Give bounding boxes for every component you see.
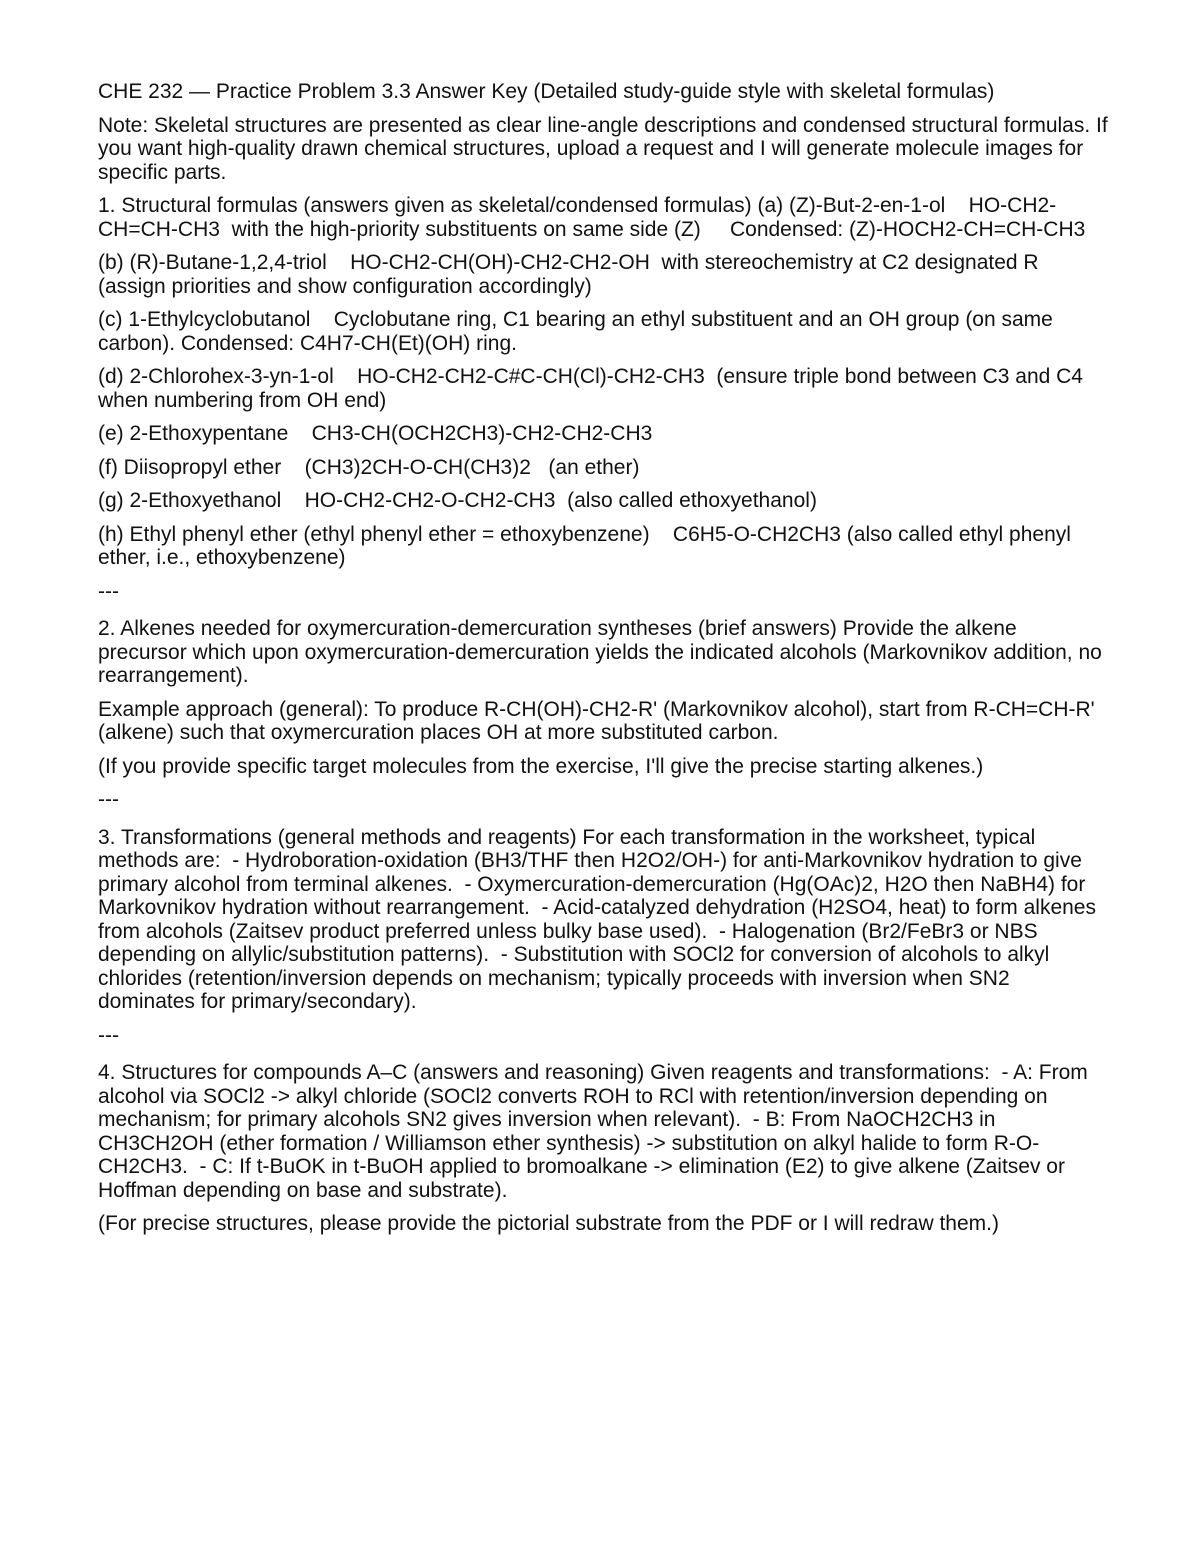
- answer-1c: (c) 1-Ethylcyclobutanol Cyclobutane ring, C1 bearing an ethyl substituent and an OH group (on same carbon). Condensed: C4H7-CH(Et)(OH) ring.: [98, 308, 1059, 355]
- answer-1b: (b) (R)-Butane-1,2,4-triol HO-CH2-CH(OH)-CH2-CH2-OH with stereochemistry at C2 designated R (assign priorities and show configuration accordingly): [98, 251, 1045, 298]
- answer-1g: (g) 2-Ethoxyethanol HO-CH2-CH2-O-CH2-CH3 (also called ethoxyethanol): [98, 489, 817, 512]
- answer-1a: 1. Structural formulas (answers given as skeletal/condensed formulas) (a) (Z)-But-2-en-1-ol HO-CH2-CH=CH-CH3 with the high-priority substituents on same side (Z) Condensed: (Z)-HOCH2-CH=CH-CH3: [98, 194, 1086, 241]
- answer-1f: (f) Diisopropyl ether (CH3)2CH-O-CH(CH3)2 (an ether): [98, 455, 640, 479]
- section3-body: 3. Transformations (general methods and reagents) For each transformation in the worksheet, typical methods are: - Hydroboration-oxidation (BH3/THF then H2O2/OH-) for anti-Markovnikov hydration to give primary alcohol from terminal alkenes. - Oxymercuration-demercuration (Hg(OAc)2, H2O then NaBH4) for Markovnikov hydration without rearrangement. - Acid-catalyzed dehydration (H2SO4, heat) to form alkenes from alcohols (Zaitsev product preferred unless bulky base used). - Halogenation (Br2/FeBr3 or NBS depending on allylic/substitution patterns). - Substitution with SOCl2 for conversion of alcohols to alkyl chlorides (retention/inversion depends on mechanism; typically proceeds with inversion when SN2 dominates for primary/secondary).: [98, 825, 1102, 1013]
- section4-closing: (For precise structures, please provide the pictorial substrate from the PDF or I will redraw them.): [98, 1212, 999, 1235]
- answer-1e: (e) 2-Ethoxypentane CH3-CH(OCH2CH3)-CH2-CH2-CH3: [98, 422, 653, 445]
- note-paragraph: Note: Skeletal structures are presented as clear line-angle descriptions and condensed structural formulas. If you want high-quality drawn chemical structures, upload a request and I will generate molecule images for specific parts.: [98, 113, 1114, 184]
- answer-1h: (h) Ethyl phenyl ether (ethyl phenyl ether = ethoxybenzene) C6H5-O-CH2CH3 (also called ethyl phenyl ether, i.e., ethoxybenzene): [98, 522, 1077, 569]
- document-page: [98, 80, 1114, 1246]
- section-separator: ---: [98, 1023, 119, 1047]
- section-separator: ---: [98, 788, 119, 811]
- section2-closing: (If you provide specific target molecules from the exercise, I'll give the precise starting alkenes.): [98, 754, 984, 778]
- section2-intro: 2. Alkenes needed for oxymercuration-demercuration syntheses (brief answers) Provide the alkene precursor which upon oxymercuration-demercuration yields the indicated alcohols (Markovnikov addition, no rearrangement).: [98, 617, 1108, 687]
- section-separator: ---: [98, 579, 119, 603]
- document-title: CHE 232 — Practice Problem 3.3 Answer Key (Detailed study-guide style with skeletal formulas): [98, 80, 995, 103]
- section4-body: 4. Structures for compounds A–C (answers and reasoning) Given reagents and transformations: - A: From alcohol via SOCl2 -> alkyl chloride (SOCl2 converts ROH to RCl with retention/inversion depending on mechanism; for primary alcohols SN2 gives inversion when relevant). - B: From NaOCH2CH3 in CH3CH2OH (ether formation / Williamson ether synthesis) -> substitution on alkyl halide to form R-O-CH2CH3. - C: If t-BuOK in t-BuOH applied to bromoalkane -> elimination (E2) to give alkene (Zaitsev or Hoffman depending on base and substrate).: [98, 1061, 1094, 1202]
- answer-1d: (d) 2-Chlorohex-3-yn-1-ol HO-CH2-CH2-C#C-CH(Cl)-CH2-CH3 (ensure triple bond between C3 and C4 when numbering from OH end): [98, 365, 1089, 412]
- section2-example: Example approach (general): To produce R-CH(OH)-CH2-R' (Markovnikov alcohol), start from R-CH=CH-R' (alkene) such that oxymercuration places OH at more substituted carbon.: [98, 697, 1101, 744]
